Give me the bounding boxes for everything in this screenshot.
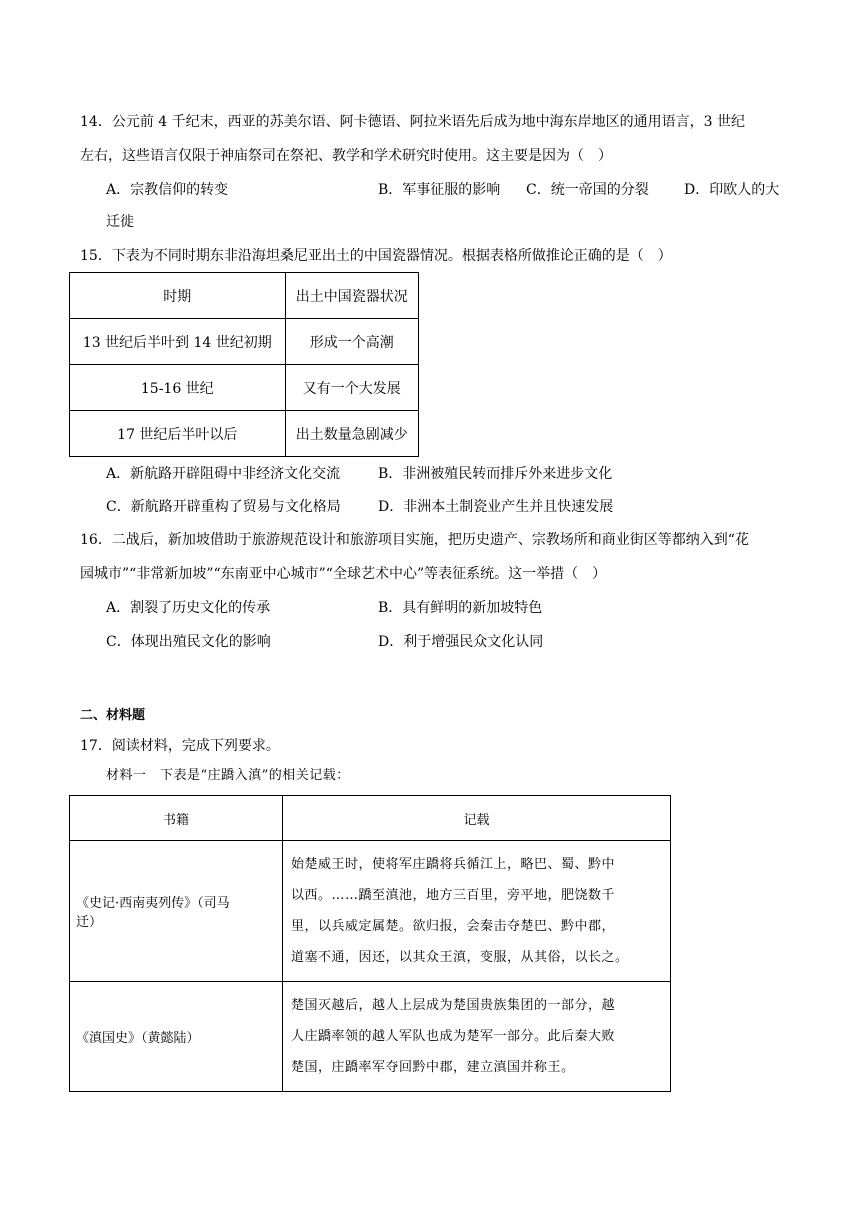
table-cell: 17 世纪后半叶以后 xyxy=(70,411,286,457)
section-title: 二、材料题 xyxy=(80,708,146,723)
record-line: 以西。……蹻至滇池，地方三百里，旁平地，肥饶数千 xyxy=(291,888,616,903)
book-title-line: 迁） xyxy=(76,915,103,930)
q16-option-d: D．利于增强民众文化认同 xyxy=(378,634,544,650)
record-line: 楚国灭越后，越人上层成为楚国贵族集团的一部分，越 xyxy=(291,998,616,1013)
q14-option-c: C．统一帝国的分裂 xyxy=(526,182,649,198)
q14-option-d-continued: 迁徙 xyxy=(106,214,134,230)
q15-option-d: D．非洲本土制瓷业产生并且快速发展 xyxy=(378,499,614,515)
q15-option-c: C．新航路开辟重构了贸易与文化格局 xyxy=(106,499,341,515)
q16-stem-line2: 园城市”“非常新加坡”“东南亚中心城市”“全球艺术中心”等表征系统。这一举措（ ） xyxy=(80,566,607,582)
q14-option-d: D．印欧人的大 xyxy=(684,182,780,198)
record-line: 始楚威王时，使将军庄蹻将兵循江上，略巴、蜀、黔中 xyxy=(291,857,616,872)
record-line: 楚国，庄蹻率军夺回黔中郡，建立滇国并称王。 xyxy=(291,1060,575,1075)
q14-option-a: A．宗教信仰的转变 xyxy=(106,182,229,198)
q15-stem: 15．下表为不同时期东非沿海坦桑尼亚出土的中国瓷器情况。根据表格所做推论正确的是（ ） xyxy=(80,248,672,264)
table-cell: 15-16 世纪 xyxy=(70,365,286,411)
q17-table-header-record: 记载 xyxy=(283,796,671,841)
table-cell-book xyxy=(70,982,283,1092)
table-row xyxy=(70,982,671,1092)
book-title-line: 《滇国史》（黄懿陆） xyxy=(76,1031,200,1046)
table-cell: 形成一个高潮 xyxy=(285,319,418,365)
table-cell: 13 世纪后半叶到 14 世纪初期 xyxy=(70,319,286,365)
q16-stem-line1: 16．二战后，新加坡借助于旅游规范设计和旅游项目实施，把历史遗产、宗教场所和商业街区等都纳入到“花 xyxy=(80,532,749,548)
q17-material-intro: 材料一 下表是“庄蹻入滇”的相关记载： xyxy=(106,768,350,783)
q15-option-b: B．非洲被殖民转而排斥外来进步文化 xyxy=(378,466,613,482)
table-cell-book xyxy=(70,841,283,982)
q15-table xyxy=(69,272,419,457)
q15-table-header-status: 出土中国瓷器状况 xyxy=(285,273,418,319)
table-cell: 出土数量急剧减少 xyxy=(285,411,418,457)
table-cell-record xyxy=(283,841,671,982)
q17-table-header-book: 书籍 xyxy=(70,796,283,841)
table-row xyxy=(70,319,419,365)
record-line: 道塞不通，因还，以其众王滇，变服，从其俗，以长之。 xyxy=(291,950,629,965)
table-row xyxy=(70,411,419,457)
table-row xyxy=(70,841,671,982)
q14-stem-line1: 14．公元前 4 千纪末，西亚的苏美尔语、阿卡德语、阿拉米语先后成为地中海东岸地区的通用语言，3 世纪 xyxy=(80,114,745,130)
table-cell: 又有一个大发展 xyxy=(285,365,418,411)
q16-option-b: B．具有鲜明的新加坡特色 xyxy=(378,600,543,616)
record-line: 里，以兵威定属楚。欲归报，会秦击夺楚巴、黔中郡， xyxy=(291,919,616,934)
table-row xyxy=(70,365,419,411)
q14-option-b: B．军事征服的影响 xyxy=(378,182,501,198)
record-line: 人庄蹻率领的越人军队也成为楚军一部分。此后秦大败 xyxy=(291,1029,616,1044)
q14-stem-line2: 左右，这些语言仅限于神庙祭司在祭祀、教学和学术研究时使用。这主要是因为（ ） xyxy=(80,148,612,164)
q17-table xyxy=(69,795,671,1092)
book-title-line: 《史记·西南夷列传》（司马 xyxy=(76,896,230,911)
q16-option-a: A．割裂了历史文化的传承 xyxy=(106,600,271,616)
q15-option-a: A．新航路开辟阻碍中非经济文化交流 xyxy=(106,466,341,482)
q15-table-header-period: 时期 xyxy=(70,273,286,319)
table-cell-record xyxy=(283,982,671,1092)
q16-option-c: C．体现出殖民文化的影响 xyxy=(106,634,271,650)
q17-stem: 17．阅读材料，完成下列要求。 xyxy=(80,738,280,754)
